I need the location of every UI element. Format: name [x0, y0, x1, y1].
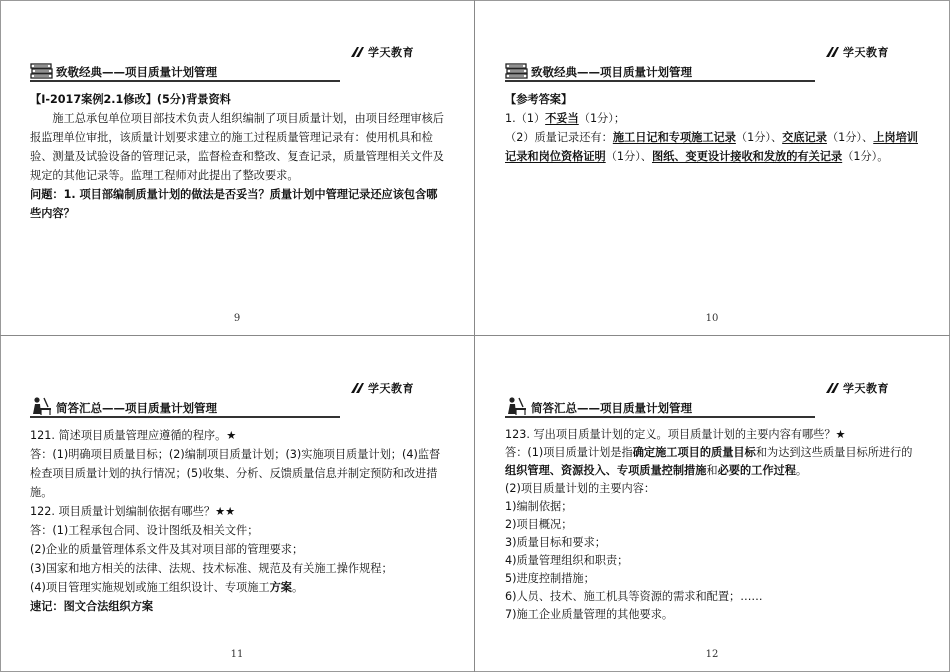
header-rule	[30, 80, 340, 82]
page-10	[475, 0, 949, 336]
answer-2-key-3: 上岗培训记录和岗位资格证明	[505, 131, 918, 163]
answer-122-4-key: 方案	[269, 581, 292, 594]
answer-2-prefix: （2）质量记录还有：	[505, 131, 613, 144]
definition-key-2: 组织管理、资源投入、专项质量控制措施	[505, 464, 707, 477]
list-item: 1)编制依据；	[505, 500, 573, 513]
case-question: 问题：1. 项目部编制质量计划的做法是否妥当？质量计划中管理记录还应该包含哪些内容？	[30, 188, 438, 220]
writing-person-icon	[30, 396, 52, 416]
page-number: 11	[230, 649, 244, 660]
definition-end: 。	[795, 464, 808, 477]
page-content	[505, 426, 920, 624]
definition-key-1: 确定施工项目的质量目标	[632, 446, 756, 459]
section-header	[505, 60, 815, 82]
list-item: 4)质量管理组织和职责；	[505, 554, 629, 567]
header-rule	[30, 416, 340, 418]
answer-2-key-2: 交底记录	[782, 131, 827, 144]
question-123: 123. 写出项目质量计划的定义。项目质量计划的主要内容有哪些？★	[505, 428, 846, 441]
question-121: 121. 简述项目质量管理应遵循的程序。★	[30, 429, 237, 442]
page-12	[475, 336, 949, 672]
section-title: 简答汇总——项目质量计划管理	[531, 401, 692, 415]
brand-name: 学天教育	[368, 46, 414, 59]
question-122: 122. 项目质量计划编制依据有哪些？★★	[30, 505, 236, 518]
answer-1-key: 不妥当	[545, 112, 579, 125]
answer-122-4-text: (4)项目管理实施规划或施工组织设计、专项施工	[30, 581, 270, 594]
brand-mark-icon	[826, 382, 840, 394]
section-title: 致敬经典——项目质量计划管理	[531, 65, 692, 79]
brand-logo	[826, 44, 889, 60]
page-9	[0, 0, 474, 336]
page-content	[30, 90, 445, 223]
section-header	[30, 396, 340, 418]
page-content	[30, 426, 445, 616]
section-title: 简答汇总——项目质量计划管理	[56, 401, 217, 415]
case-background: 施工总承包单位项目部技术负责人组织编制了项目质量计划，由项目经理审核后报监理单位审批，该质量计划要求建立的施工过程质量管理记录有：使用机具和检验、测量及试验设备的管理记录，监督检查和整改、复查记录，质量管理相关文件及规定的其他记录等。监理工程师对此提出了整改要求。	[30, 112, 444, 182]
answer-121: 答：(1)明确项目质量目标；(2)编制项目质量计划；(3)实施项目质量计划；(4)监督检查项目质量计划的执行情况；(5)收集、分析、反馈质量信息并制定预防和改进措施。	[30, 448, 441, 499]
books-icon	[505, 60, 529, 80]
answer-2-score-3: （1分）、	[605, 150, 652, 163]
brand-mark-icon	[826, 46, 840, 58]
brand-logo	[351, 380, 414, 396]
page-number: 12	[705, 649, 719, 660]
section-title: 致敬经典——项目质量计划管理	[56, 65, 217, 79]
definition-mid-1: 和为达到这些质量目标所进行的	[755, 446, 913, 459]
answer-1-prefix: 1.（1）	[505, 112, 546, 125]
definition-mid-2: 和	[706, 464, 718, 477]
answer-122-4-end: 。	[292, 581, 304, 594]
list-item: 6)人员、技术、施工机具等资源的需求和配置；……	[505, 590, 763, 603]
list-item: 3)质量目标和要求；	[505, 536, 606, 549]
answer-122-4	[30, 578, 445, 597]
answer-122-1: 答：(1)工程承包合同、设计图纸及相关文件；	[30, 524, 259, 537]
brand-name: 学天教育	[843, 46, 889, 59]
section-header	[30, 60, 340, 82]
definition-pre: 答：(1)项目质量计划是指	[505, 446, 633, 459]
memo: 速记：图文合法组织方案	[30, 600, 154, 613]
writing-person-icon	[505, 396, 527, 416]
answer-label: 【参考答案】	[505, 93, 573, 106]
brand-name: 学天教育	[843, 382, 889, 395]
answer-2-key-1: 施工日记和专项施工记录	[612, 131, 736, 144]
page-number: 9	[233, 313, 241, 324]
brand-logo	[351, 44, 414, 60]
definition-key-3: 必要的工作过程	[717, 464, 796, 477]
list-item: 7)施工企业质量管理的其他要求。	[505, 608, 674, 621]
books-icon	[30, 60, 54, 80]
section-header	[505, 396, 815, 418]
answer-122-2: (2)企业的质量管理体系文件及其对项目部的管理要求；	[30, 543, 304, 556]
answer-2	[505, 128, 920, 166]
answer-2-score-2: （1分）、	[826, 131, 874, 144]
page-11	[0, 336, 474, 672]
answer-2-key-4: 图纸、变更设计接收和发放的有关记录	[651, 150, 843, 163]
contents-intro: (2)项目质量计划的主要内容：	[505, 482, 656, 495]
brand-logo	[826, 380, 889, 396]
list-item: 5)进度控制措施；	[505, 572, 595, 585]
answer-2-score-1: （1分）、	[735, 131, 783, 144]
page-number: 10	[705, 313, 719, 324]
header-rule	[505, 80, 815, 82]
brand-mark-icon	[351, 382, 365, 394]
case-label: 【Ⅰ-2017案例2.1修改】(5分)背景资料	[30, 93, 231, 106]
answer-1-suffix: （1分）；	[578, 112, 626, 125]
answer-122-3: (3)国家和地方相关的法律、法规、技术标准、规范及有关施工操作规程；	[30, 562, 393, 575]
answer-1	[505, 109, 920, 128]
answer-2-score-4: （1分）。	[842, 150, 889, 163]
answer-123-definition	[505, 444, 920, 480]
page-content	[505, 90, 920, 166]
header-rule	[505, 416, 815, 418]
brand-mark-icon	[351, 46, 365, 58]
list-item: 2)项目概况；	[505, 518, 573, 531]
brand-name: 学天教育	[368, 382, 414, 395]
